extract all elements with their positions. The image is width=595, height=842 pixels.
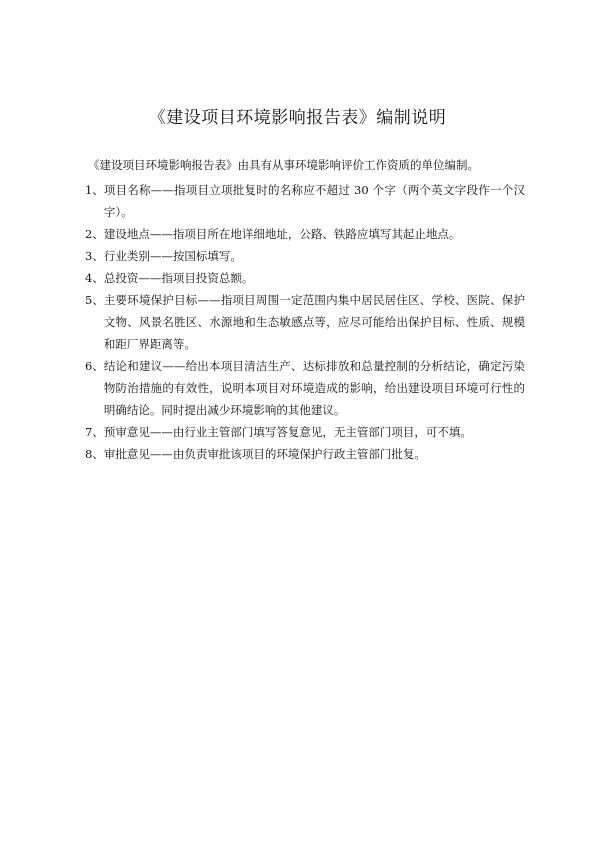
instruction-list [85, 179, 525, 465]
list-item [85, 355, 525, 421]
list-item-text: 预审意见——由行业主管部门填写答复意见，无主管部门项目，可不填。 [103, 425, 472, 439]
list-item-number: 6、 [85, 359, 104, 373]
list-item-text: 结论和建议——给出本项目清洁生产、达标排放和总量控制的分析结论，确定污染物防治措施的有效性，说明本项目对环境造成的影响，给出建设项目环境可行性的明确结论。同时提出减少环境影响的其他建议。 [103, 359, 525, 417]
list-item [85, 421, 525, 443]
list-item-text: 建设地点——指项目所在地详细地址，公路、铁路应填写其起止地点。 [103, 227, 461, 241]
list-item-text: 项目名称——指项目立项批复时的名称应不超过 30 个字（两个英文字段作一个汉字）。 [103, 183, 525, 219]
page-title: 《建设项目环境影响报告表》编制说明 [148, 108, 447, 128]
list-item-number: 3、 [85, 249, 104, 263]
intro-paragraph: 《建设项目环境影响报告表》由具有从事环境影响评价工作资质的单位编制。 [88, 158, 479, 172]
list-item [85, 289, 525, 355]
list-item-number: 5、 [85, 293, 104, 307]
list-item-number: 8、 [85, 447, 104, 461]
list-item-number: 2、 [85, 227, 104, 241]
list-item-text: 行业类别——按国标填写。 [103, 249, 242, 263]
list-item-text: 审批意见——由负责审批该项目的环境保护行政主管部门批复。 [103, 447, 426, 461]
list-item-number: 4、 [85, 271, 104, 285]
list-item-text: 主要环境保护目标——指项目周围一定范围内集中居民居住区、学校、医院、保护文物、风景名胜区、水源地和生态敏感点等，应尽可能给出保护目标、性质、规模和距厂界距离等。 [103, 293, 525, 351]
list-item-text: 总投资——指项目投资总额。 [103, 271, 254, 285]
list-item [85, 223, 525, 245]
list-item [85, 267, 525, 289]
list-item [85, 443, 525, 465]
list-item-number: 7、 [85, 425, 104, 439]
list-item [85, 179, 525, 223]
list-item [85, 245, 525, 267]
list-item-number: 1、 [85, 183, 104, 197]
